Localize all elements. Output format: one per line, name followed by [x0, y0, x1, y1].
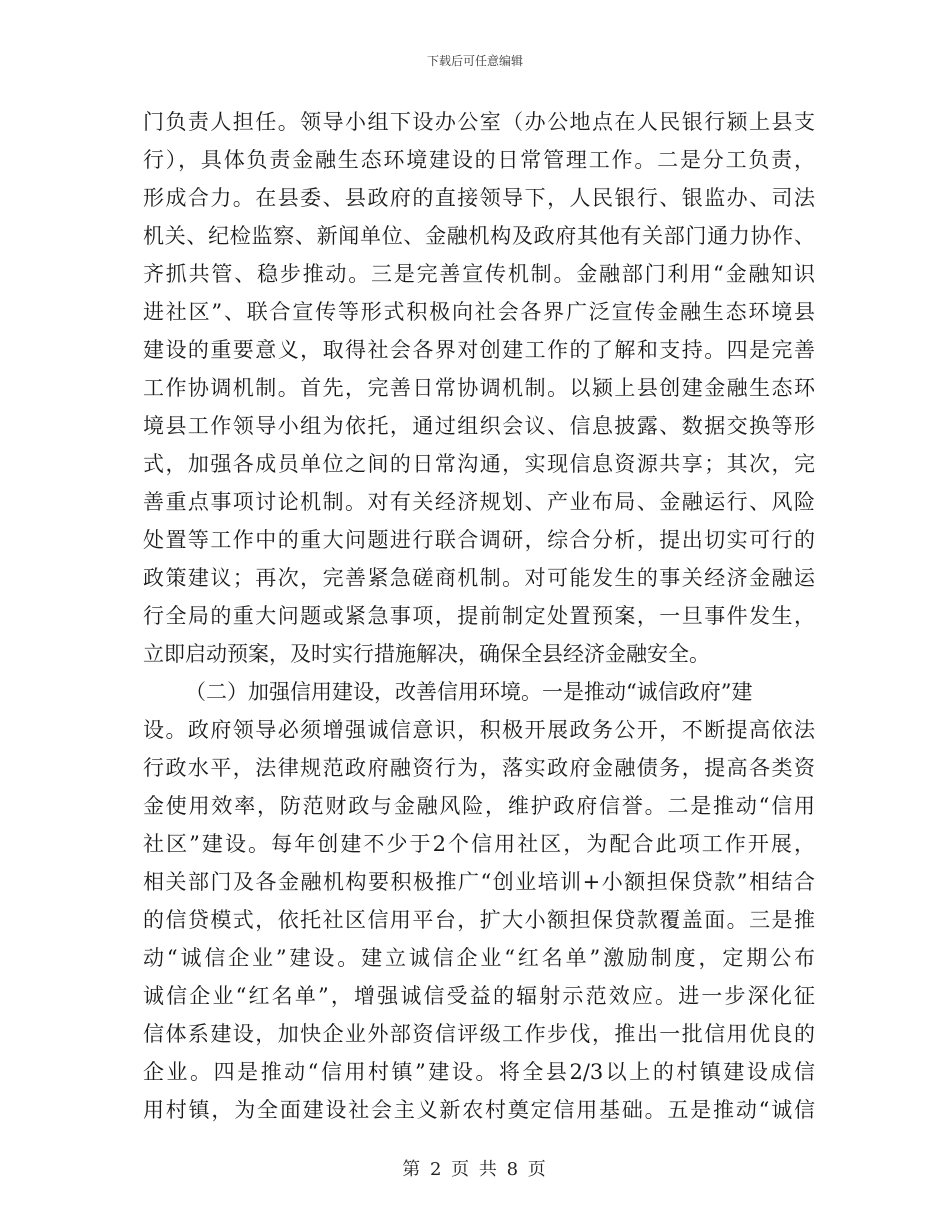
- body-line-6: 进社区”、联合宣传等形式积极向社会各界广泛宣传金融生态环境县: [143, 300, 815, 324]
- body-line-9: 境县工作领导小组为依托，通过组织会议、信息披露、数据交换等形: [143, 414, 815, 438]
- body-line-1: 门负责人担任。领导小组下设办公室（办公地点在人民银行颍上县支: [143, 110, 815, 134]
- body-line-12: 处置等工作中的重大问题进行联合调研，综合分析，提出切实可行的: [143, 528, 815, 552]
- body-line-2: 行），具体负责金融生态环境建设的日常管理工作。二是分工负责，: [143, 148, 815, 172]
- body-line-23: 动“诚信企业”建设。建立诚信企业“红名单”激励制度，定期公布: [143, 946, 815, 970]
- body-line-19: 金使用效率，防范财政与金融风险，维护政府信誉。二是推动“信用: [143, 794, 815, 818]
- body-line-14: 行全局的重大问题或紧急事项，提前制定处置预案，一旦事件发生，: [143, 604, 815, 628]
- body-line-4: 机关、纪检监察、新闻单位、金融机构及政府其他有关部门通力协作、: [143, 224, 815, 248]
- page-header: 下载后可任意编辑: [426, 54, 523, 68]
- body-line-21: 相关部门及各金融机构要积极推广“创业培训+小额担保贷款”相结合: [143, 870, 815, 894]
- body-line-13: 政策建议；再次，完善紧急磋商机制。对可能发生的事关经济金融运: [143, 566, 815, 590]
- document-body: [143, 103, 815, 1129]
- body-line-24: 诚信企业“红名单”，增强诚信受益的辐射示范效应。进一步深化征: [143, 984, 815, 1008]
- section-heading-line: （二）加强信用建设，改善信用环境。一是推动“诚信政府”建: [185, 680, 753, 704]
- body-line-18: 行政水平，法律规范政府融资行为，落实政府金融债务，提高各类资: [143, 756, 815, 780]
- body-line-27: 用村镇，为全面建设社会主义新农村奠定信用基础。五是推动“诚信: [143, 1098, 815, 1122]
- body-line-8: 工作协调机制。首先，完善日常协调机制。以颍上县创建金融生态环: [143, 376, 815, 400]
- body-line-17: 设。政府领导必须增强诚信意识，积极开展政务公开，不断提高依法: [143, 718, 815, 742]
- body-line-5: 齐抓共管、稳步推动。三是完善宣传机制。金融部门利用“金融知识: [143, 262, 815, 286]
- body-line-7: 建设的重要意义，取得社会各界对创建工作的了解和支持。四是完善: [143, 338, 815, 362]
- body-line-26: 企业。四是推动“信用村镇”建设。将全县2/3以上的村镇建设成信: [143, 1060, 815, 1084]
- body-line-3: 形成合力。在县委、县政府的直接领导下，人民银行、银监办、司法: [143, 186, 815, 210]
- body-line-20: 社区”建设。每年创建不少于2个信用社区，为配合此项工作开展，: [143, 832, 815, 856]
- page-number: 第 2 页 共 8 页: [402, 1159, 548, 1180]
- body-line-22: 的信贷模式，依托社区信用平台，扩大小额担保贷款覆盖面。三是推: [143, 908, 815, 932]
- body-line-25: 信体系建设，加快企业外部资信评级工作步伐，推出一批信用优良的: [143, 1022, 815, 1046]
- body-line-10: 式，加强各成员单位之间的日常沟通，实现信息资源共享；其次，完: [143, 452, 815, 476]
- body-line-15: 立即启动预案，及时实行措施解决，确保全县经济金融安全。: [143, 642, 710, 666]
- body-line-11: 善重点事项讨论机制。对有关经济规划、产业布局、金融运行、风险: [143, 490, 815, 514]
